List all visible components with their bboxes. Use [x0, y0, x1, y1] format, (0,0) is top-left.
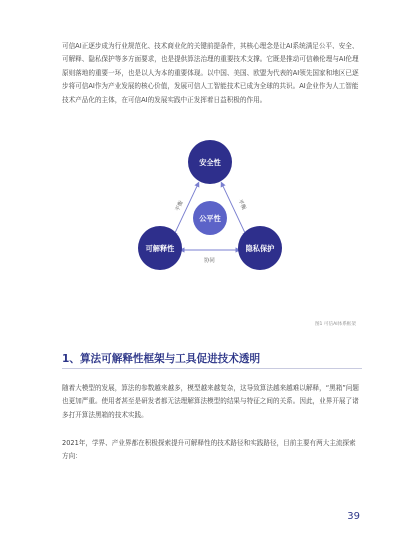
edge-label-right-top: 平衡 [236, 198, 247, 211]
heading-divider [62, 368, 362, 369]
body-paragraph-1: 随着大模型的发展，算法的参数越来越多，模型越来越复杂，这导致算法越来越难以解释，“黑箱”问题也更加严重。使用者甚至是研发者都无法理解算法模型的结果与特征之间的关系。因此，业界开展了诸多打开算法黑箱的技术实践。 [62, 384, 359, 419]
node-top-label: 安全性 [199, 158, 221, 167]
edge-label-left-top: 平衡 [174, 200, 185, 213]
node-left-label: 可解释性 [145, 244, 175, 253]
edge-label-left-right: 协同 [204, 258, 215, 264]
figure-caption: 图1 可信AI体系框架 [314, 322, 356, 327]
node-center-label: 公平性 [199, 214, 221, 223]
trustworthy-ai-diagram [130, 138, 290, 278]
node-right-label: 隐私保护 [245, 244, 275, 253]
section-heading: 1、算法可解释性框架与工具促进技术透明 [62, 353, 261, 365]
page-number: 39 [347, 511, 360, 522]
intro-paragraph: 可信AI正逐步成为行业规范化、技术商业化的关键前提条件，其核心理念是让AI系统满足公平、安全、可解释、隐私保护等多方面要求，也是提供算法治理的重要技术支撑。它既是推动可信赖伦理与AI伦理原则落地的重要一环，也是以人为本的重要体现。以中国、美国、欧盟为代表的AI领先国家和地区已逐步将可信AI作为产业发展的核心价值，发展可信人工智能技术已成为全球的共识。AI企业作为人工智能技术产品化的主体，在可信AI的发展实践中正发挥着日益积极的作用。 [62, 42, 359, 104]
body-paragraph-2: 2021年，学界、产业界都在积极探索提升可解释性的技术路径和实践路径，目前主要有两大主流探索方向： [62, 439, 356, 461]
